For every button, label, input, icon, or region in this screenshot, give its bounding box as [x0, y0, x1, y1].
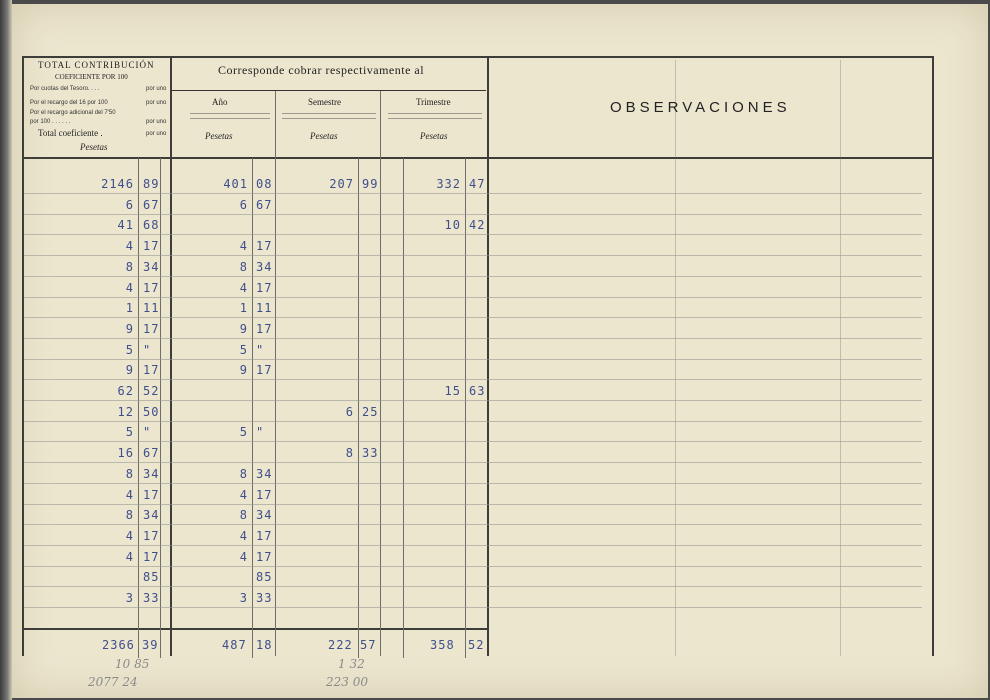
cell-total-p: 4: [125, 488, 134, 502]
semestre-header: Semestre: [308, 97, 341, 107]
recargo-16-label: Por el recargo del 16 por 100: [30, 100, 108, 106]
cell-total-c: 85: [143, 570, 160, 584]
cell-ano-p: 3: [239, 591, 248, 605]
por-100-label: por 100 . . . . . .: [30, 119, 71, 125]
cell-total-c: 17: [143, 550, 160, 564]
cell-total-p: 12: [117, 405, 134, 419]
total-contribucion-label: TOTAL CONTRIBUCIÓN: [38, 60, 155, 70]
sem-rule-2: [282, 118, 376, 119]
pencil-note-d: 223 00: [326, 675, 368, 689]
cell-ano-c: 67: [256, 198, 273, 212]
row-rule: [24, 586, 922, 587]
pencil-note-c: 1 32: [338, 657, 365, 671]
right-border: [932, 56, 934, 656]
cell-tri-p: 15: [444, 384, 461, 398]
cell-total-c: 34: [143, 260, 160, 274]
cell-total-c: ": [143, 425, 152, 439]
ano-cents-divider: [252, 158, 253, 658]
cell-total-c: 17: [143, 322, 160, 336]
cell-total-c: 50: [143, 405, 160, 419]
cell-sem-c: 25: [362, 405, 379, 419]
cell-ano-p: 4: [239, 550, 248, 564]
total-cents-divider: [138, 158, 139, 658]
tri-left-divider: [403, 158, 404, 658]
cell-total-p: 2146: [101, 177, 134, 191]
totals-ano-pesetas: 487: [222, 638, 247, 652]
cell-total-c: 17: [143, 363, 160, 377]
cell-total-p: 4: [125, 281, 134, 295]
row-rule: [24, 441, 922, 442]
cell-total-c: 17: [143, 488, 160, 502]
cell-ano-c: 17: [256, 281, 273, 295]
cell-tri-p: 332: [436, 177, 461, 191]
row-rule: [24, 379, 922, 380]
recargo-adicional-label: Por el recargo adicional del 7'50: [30, 110, 116, 116]
total-end-divider: [160, 158, 161, 658]
cell-total-p: 4: [125, 239, 134, 253]
cell-ano-p: 6: [239, 198, 248, 212]
row-rule: [24, 317, 922, 318]
row-rule: [24, 359, 922, 360]
cell-tri-c: 47: [469, 177, 486, 191]
row-rule: [24, 297, 922, 298]
cell-ano-c: 85: [256, 570, 273, 584]
cell-ano-c: 34: [256, 467, 273, 481]
cell-ano-c: 17: [256, 239, 273, 253]
cell-ano-p: 4: [239, 488, 248, 502]
col-divider-2: [275, 90, 276, 656]
row-rule: [24, 504, 922, 505]
cell-ano-c: ": [256, 343, 265, 357]
row-rule: [24, 607, 922, 608]
cell-ano-p: 9: [239, 363, 248, 377]
cell-sem-p: 207: [329, 177, 354, 191]
cell-ano-p: 9: [239, 322, 248, 336]
row-rule: [24, 214, 922, 215]
book-spine: [0, 0, 12, 700]
cell-ano-c: 11: [256, 301, 273, 315]
cell-sem-c: 99: [362, 177, 379, 191]
pesetas-tri: Pesetas: [420, 131, 448, 141]
row-rule: [24, 545, 922, 546]
cell-total-p: 1: [125, 301, 134, 315]
totals-total-cents: 39: [142, 638, 159, 652]
trimestre-header: Trimestre: [416, 97, 451, 107]
pencil-note-b: 2077 24: [88, 675, 138, 689]
cell-total-c: 68: [143, 218, 160, 232]
pesetas-sem: Pesetas: [310, 131, 338, 141]
cell-ano-p: 4: [239, 529, 248, 543]
ano-header: Año: [212, 97, 228, 107]
row-rule: [24, 338, 922, 339]
cell-total-c: 34: [143, 508, 160, 522]
cell-total-p: 62: [117, 384, 134, 398]
totals-tri-pesetas: 358: [430, 638, 455, 652]
cell-ano-c: 08: [256, 177, 273, 191]
cell-ano-p: 8: [239, 260, 248, 274]
cell-ano-p: 8: [239, 508, 248, 522]
col-divider-3: [380, 90, 381, 656]
cell-total-p: 8: [125, 508, 134, 522]
cell-total-p: 3: [125, 591, 134, 605]
cell-total-c: 33: [143, 591, 160, 605]
cell-ano-c: 17: [256, 488, 273, 502]
totals-sem-cents: 57: [360, 638, 377, 652]
ano-rule: [190, 113, 270, 114]
totals-sem-pesetas: 222: [328, 638, 353, 652]
observaciones-header: OBSERVACIONES: [610, 99, 791, 116]
cell-total-p: 6: [125, 198, 134, 212]
cell-total-p: 4: [125, 529, 134, 543]
row-rule: [24, 462, 922, 463]
cell-total-p: 4: [125, 550, 134, 564]
por-uno-3: por uno: [146, 119, 167, 125]
ano-rule-2: [190, 118, 270, 119]
cell-sem-c: 33: [362, 446, 379, 460]
cell-ano-c: 34: [256, 260, 273, 274]
cell-ano-c: ": [256, 425, 265, 439]
cell-tri-p: 10: [444, 218, 461, 232]
cell-ano-p: 8: [239, 467, 248, 481]
cell-sem-p: 8: [345, 446, 354, 460]
row-rule: [24, 524, 922, 525]
cell-ano-p: 5: [239, 425, 248, 439]
cell-ano-p: 1: [239, 301, 248, 315]
cell-total-c: 17: [143, 529, 160, 543]
por-cuotas-label: Por cuotas del Tesoro. . . .: [30, 86, 100, 92]
cell-total-c: 11: [143, 301, 160, 315]
cell-total-c: 17: [143, 281, 160, 295]
cell-total-c: 67: [143, 198, 160, 212]
cell-total-c: ": [143, 343, 152, 357]
cell-total-p: 8: [125, 260, 134, 274]
tri-cents-divider: [465, 158, 466, 658]
total-coeficiente-label: Total coeficiente .: [38, 128, 103, 138]
cell-ano-p: 4: [239, 281, 248, 295]
corresponde-title: Corresponde cobrar respectivamente al: [218, 63, 425, 77]
header-bottom-border: [22, 157, 934, 159]
row-rule: [24, 234, 922, 235]
cell-ano-c: 17: [256, 550, 273, 564]
cell-sem-p: 6: [345, 405, 354, 419]
coeficiente-label: COEFICIENTE POR 100: [55, 73, 128, 81]
cell-ano-c: 17: [256, 363, 273, 377]
cell-total-p: 9: [125, 363, 134, 377]
cell-total-p: 5: [125, 343, 134, 357]
cell-ano-p: 401: [223, 177, 248, 191]
cell-ano-c: 17: [256, 322, 273, 336]
cell-total-p: 9: [125, 322, 134, 336]
row-rule: [24, 255, 922, 256]
cell-ano-p: 4: [239, 239, 248, 253]
cell-total-c: 67: [143, 446, 160, 460]
cell-total-c: 34: [143, 467, 160, 481]
por-uno-4: por uno: [146, 131, 167, 137]
row-rule: [24, 483, 922, 484]
por-uno-1: por uno: [146, 86, 167, 92]
row-rule: [24, 276, 922, 277]
totals-tri-cents: 52: [468, 638, 485, 652]
pencil-note-a: 10 85: [115, 657, 150, 671]
cell-ano-c: 34: [256, 508, 273, 522]
tri-rule-2: [388, 118, 482, 119]
cell-ano-c: 17: [256, 529, 273, 543]
cell-ano-p: 5: [239, 343, 248, 357]
cell-ano-c: 33: [256, 591, 273, 605]
cell-total-p: 16: [117, 446, 134, 460]
totals-top-border: [22, 628, 488, 630]
cell-total-c: 52: [143, 384, 160, 398]
sem-rule: [282, 113, 376, 114]
row-rule: [24, 400, 922, 401]
cell-total-p: 5: [125, 425, 134, 439]
cell-total-c: 17: [143, 239, 160, 253]
cell-total-p: 41: [117, 218, 134, 232]
row-rule: [24, 421, 922, 422]
cell-total-p: 8: [125, 467, 134, 481]
por-uno-2: por uno: [146, 100, 167, 106]
tri-rule: [388, 113, 482, 114]
cell-tri-c: 63: [469, 384, 486, 398]
row-rule: [24, 193, 922, 194]
top-border: [22, 56, 934, 58]
cell-tri-c: 42: [469, 218, 486, 232]
cell-total-c: 89: [143, 177, 160, 191]
corresponde-rule: [172, 90, 486, 91]
sem-cents-divider: [358, 158, 359, 658]
pesetas-ano: Pesetas: [205, 131, 233, 141]
pesetas-total: Pesetas: [80, 142, 108, 152]
row-rule: [24, 566, 922, 567]
totals-ano-cents: 18: [256, 638, 273, 652]
totals-total-pesetas: 2366: [102, 638, 135, 652]
